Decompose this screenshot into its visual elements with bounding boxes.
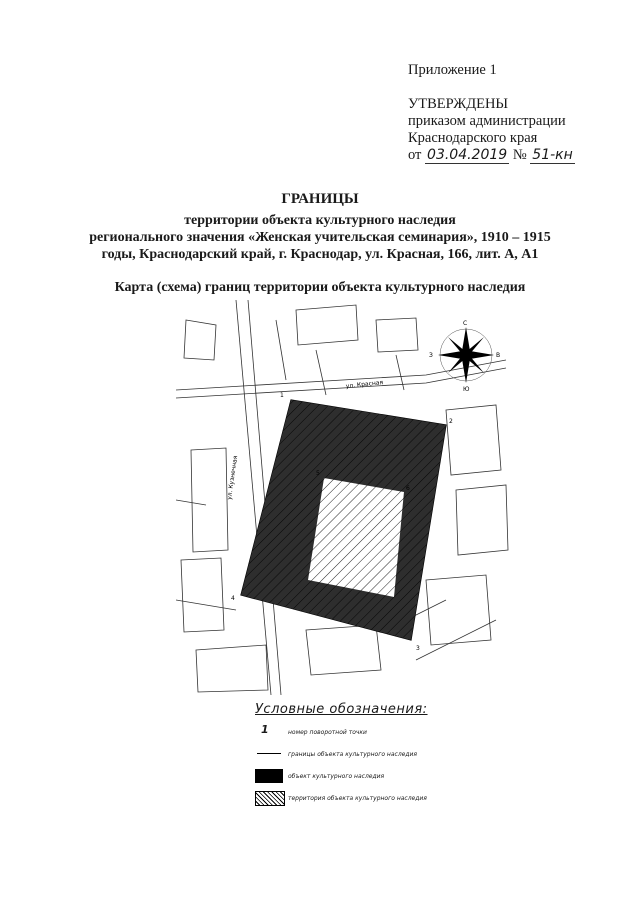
compass-n: С [463, 320, 468, 327]
legend-territory-label: территория объекта культурного наследия [288, 795, 427, 802]
approval-line2: Краснодарского края [408, 130, 538, 146]
map-legend [255, 702, 428, 809]
compass-w: З [429, 352, 433, 359]
date-value: 03.04.2019 [427, 147, 508, 163]
point-label-2: 2 [449, 418, 453, 425]
point-label-4: 4 [231, 595, 235, 602]
doc-title-line1: территории объекта культурного наследия [184, 213, 456, 228]
legend-point-label: номер поворотной точки [288, 729, 367, 736]
appendix-label: Приложение 1 [408, 62, 497, 78]
map-title: Карта (схема) границ территории объекта культурного наследия [114, 280, 526, 295]
point-label-6: 6 [406, 485, 410, 492]
compass-s: Ю [463, 386, 470, 393]
legend-row-object [255, 765, 428, 787]
legend-territory-symbol [255, 791, 285, 806]
doc-title-line2: регионального значения «Женская учительская семинария», 1910 – 1915 [89, 230, 551, 245]
point-label-3: 3 [416, 645, 420, 652]
doc-heading: ГРАНИЦЫ [281, 191, 359, 207]
boundary-map [176, 300, 518, 695]
legend-title: Условные обозначения: [255, 702, 428, 717]
compass-e: В [496, 352, 501, 359]
approval-block [408, 62, 575, 164]
legend-object-label: объект культурного наследия [288, 773, 385, 780]
approved-label: УТВЕРЖДЕНЫ [408, 96, 509, 112]
legend-row-territory [255, 787, 428, 809]
legend-object-symbol [255, 769, 283, 783]
legend-boundary-symbol [257, 753, 281, 754]
legend-row-point [255, 721, 428, 743]
street-label-red: ул. Красная [345, 379, 384, 390]
street-label-kuzn: ул. Кузнечная [226, 455, 240, 501]
legend-boundary-label: границы объекта культурного наследия [288, 751, 417, 758]
compass-rose [429, 320, 500, 393]
point-label-1: 1 [280, 392, 284, 399]
point-label-5: 5 [316, 470, 320, 477]
approval-date-line [408, 147, 575, 164]
legend-row-boundary [255, 743, 428, 765]
map-drawing [176, 300, 518, 695]
approval-line1: приказом администрации [408, 113, 566, 129]
number-value: 51-кн [532, 147, 573, 163]
date-prefix: от [408, 147, 422, 163]
legend-point-symbol: 1 [261, 723, 269, 736]
number-prefix: № [512, 147, 527, 163]
doc-title-line3: годы, Краснодарский край, г. Краснодар, ул. Красная, 166, лит. А, А1 [101, 247, 539, 262]
